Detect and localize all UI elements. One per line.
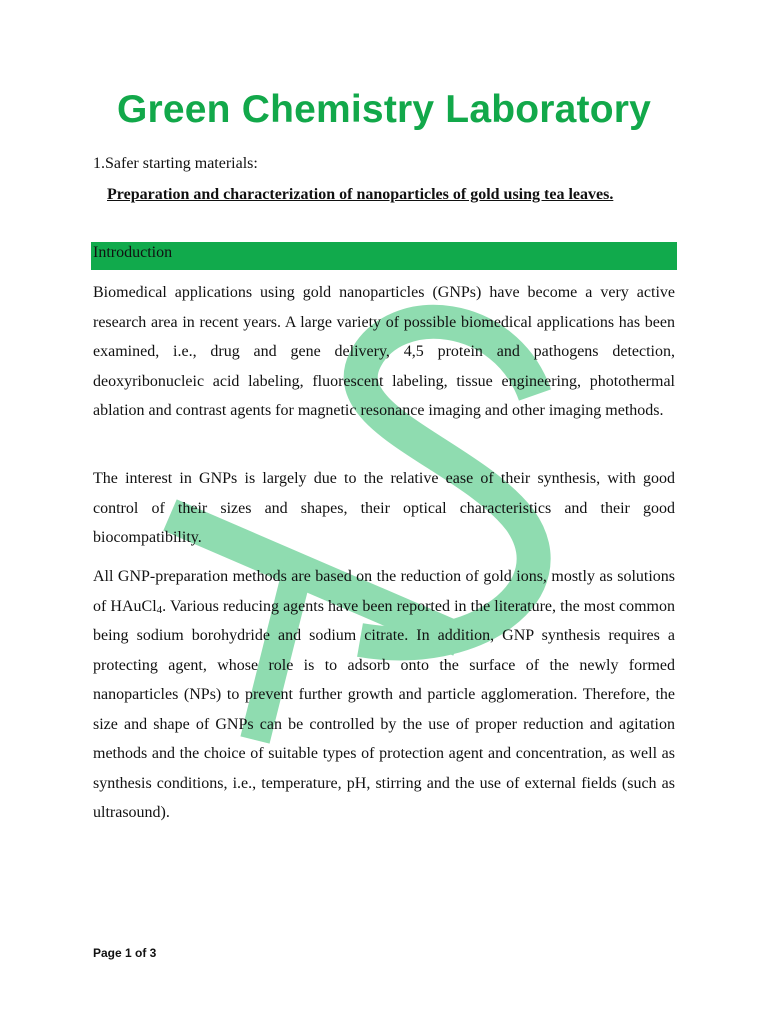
experiment-subtitle: Preparation and characterization of nanoparticles of gold using tea leaves. — [107, 186, 614, 203]
paragraph-3-part-1: All GNP-preparation methods are based on the reduction of gold ions, mostly as solutions of HAuCl — [93, 568, 675, 615]
page-footer: Page 1 of 3 — [93, 946, 157, 960]
formula-subscript: 4 — [156, 603, 163, 616]
paragraph-3 — [93, 562, 675, 828]
paragraph-1: Biomedical applications using gold nanoparticles (GNPs) have become a very active research area in recent years. A large variety of possible biomedical applications has been examined, i.e., drug and gene delivery, 4,5 protein and pathogens detection, deoxyribonucleic acid labeling, fluorescent labeling, tissue engineering, photothermal ablation and contrast agents for magnetic resonance imaging and other imaging methods. — [93, 284, 675, 419]
section-heading-introduction: Introduction — [93, 244, 173, 261]
list-item-heading: 1.Safer starting materials: — [93, 155, 258, 172]
page-title: Green Chemistry Laboratory — [116, 88, 652, 131]
paragraph-2: The interest in GNPs is largely due to the relative ease of their synthesis, with good control of their sizes and shapes, their optical characteristics and their good biocompatibility. — [93, 470, 675, 546]
paragraph-3-part-2: . Various reducing agents have been reported in the literature, the most common being sodium borohydride and sodium citrate. In addition, GNP synthesis requires a protecting agent, whose role is to adsorb onto the surface of the newly formed nanoparticles (NPs) to prevent further growth and particle agglomeration. Therefore, the size and shape of GNPs can be controlled by the use of proper reduction and agitation methods and the choice of suitable types of protection agent and concentration, as well as synthesis conditions, i.e., temperature, pH, stirring and the use of external fields (such as ultrasound). — [93, 597, 676, 821]
section-header-bar — [91, 242, 677, 270]
